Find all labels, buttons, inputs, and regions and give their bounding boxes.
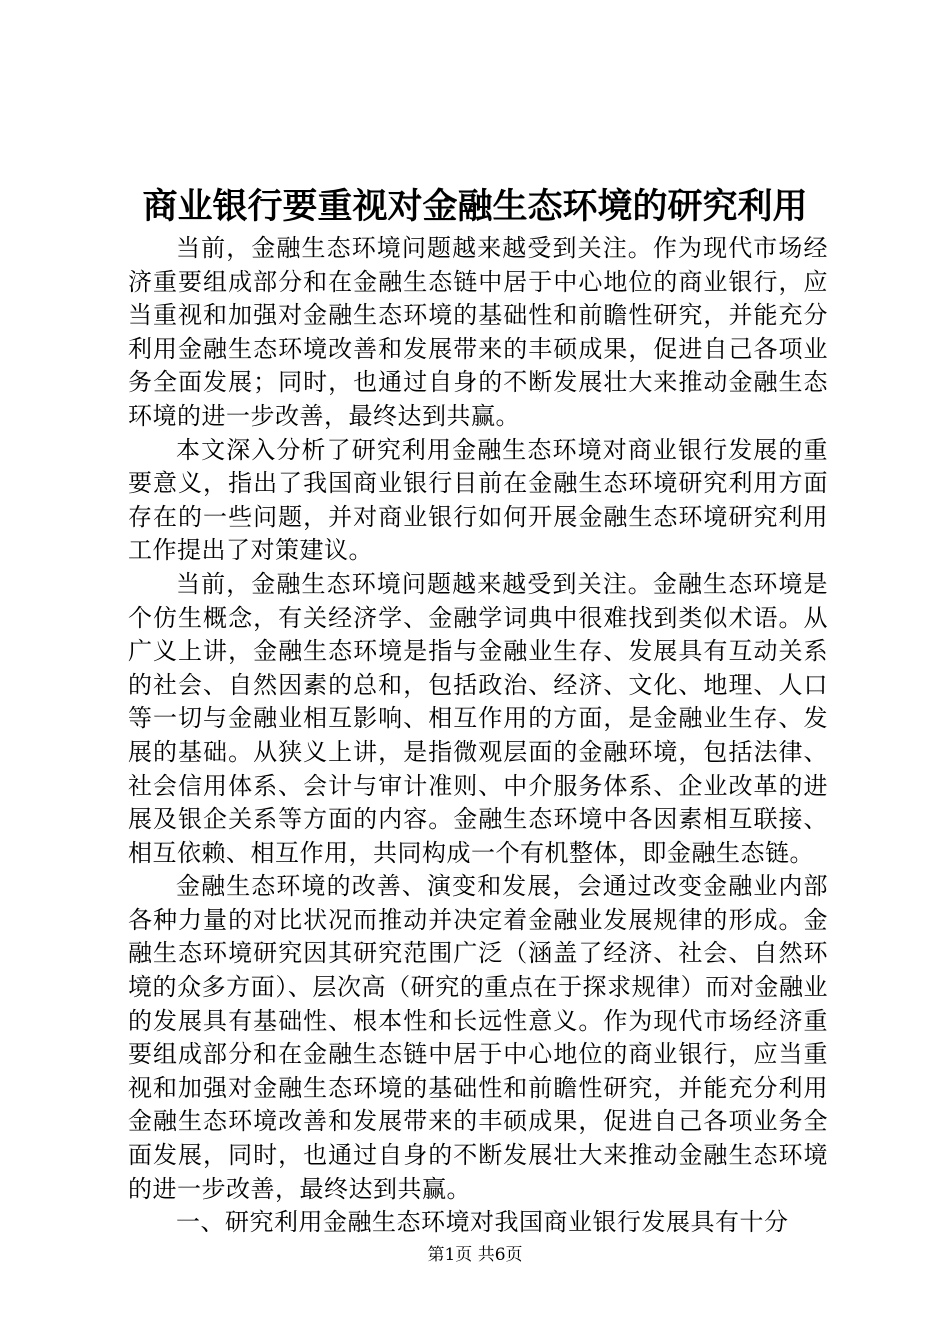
paragraph-4: 金融生态环境的改善、演变和发展，会通过改变金融业内部各种力量的对比状况而推动并决定着金融业发展规律的形成。金融生态环境研究因其研究范围广泛（涵盖了经济、社会、自然环境的众多方面）、层次高（研究的重点在于探求规律）而对金融业的发展具有基础性、根本性和长远性意义。作为现代市场经济重要组成部分和在金融生态链中居于中心地位的商业银行，应当重视和加强对金融生态环境的基础性和前瞻性研究，并能充分利用金融生态环境改善和发展带来的丰硕成果，促进自己各项业务全面发展，同时，也通过自身的不断发展壮大来推动金融生态环境的进一步改善，最终达到共赢。 (128, 872, 828, 1203)
paragraph-3: 当前，金融生态环境问题越来越受到关注。金融生态环境是个仿生概念，有关经济学、金融学词典中很难找到类似术语。从广义上讲，金融生态环境是指与金融业生存、发展具有互动关系的社会、自然因素的总和，包括政治、经济、文化、地理、人口等一切与金融业相互影响、相互作用的方面，是金融业生存、发展的基础。从狭义上讲，是指微观层面的金融环境，包括法律、社会信用体系、会计与审计准则、中介服务体系、企业改革的进展及银企关系等方面的内容。金融生态环境中各因素相互联接、相互依赖、相互作用，共同构成一个有机整体，即金融生态链。 (128, 569, 828, 867)
paragraph-1: 当前，金融生态环境问题越来越受到关注。作为现代市场经济重要组成部分和在金融生态链中居于中心地位的商业银行，应当重视和加强对金融生态环境的基础性和前瞻性研究，并能充分利用金融生态环境改善和发展带来的丰硕成果，促进自己各项业务全面发展；同时，也通过自身的不断发展壮大来推动金融生态环境的进一步改善，最终达到共赢。 (128, 234, 828, 430)
paragraph-5: 一、研究利用金融生态环境对我国商业银行发展具有十分 (176, 1208, 789, 1237)
document-title: 商业银行要重视对金融生态环境的研究利用 (142, 186, 808, 227)
page-number-footer: 第1页 共6页 (427, 1245, 523, 1265)
document-body (128, 232, 828, 1240)
paragraph-2: 本文深入分析了研究利用金融生态环境对商业银行发展的重要意义，指出了我国商业银行目前在金融生态环境研究利用方面存在的一些问题，并对商业银行如何开展金融生态环境研究利用工作提出了对策建议。 (128, 435, 828, 565)
